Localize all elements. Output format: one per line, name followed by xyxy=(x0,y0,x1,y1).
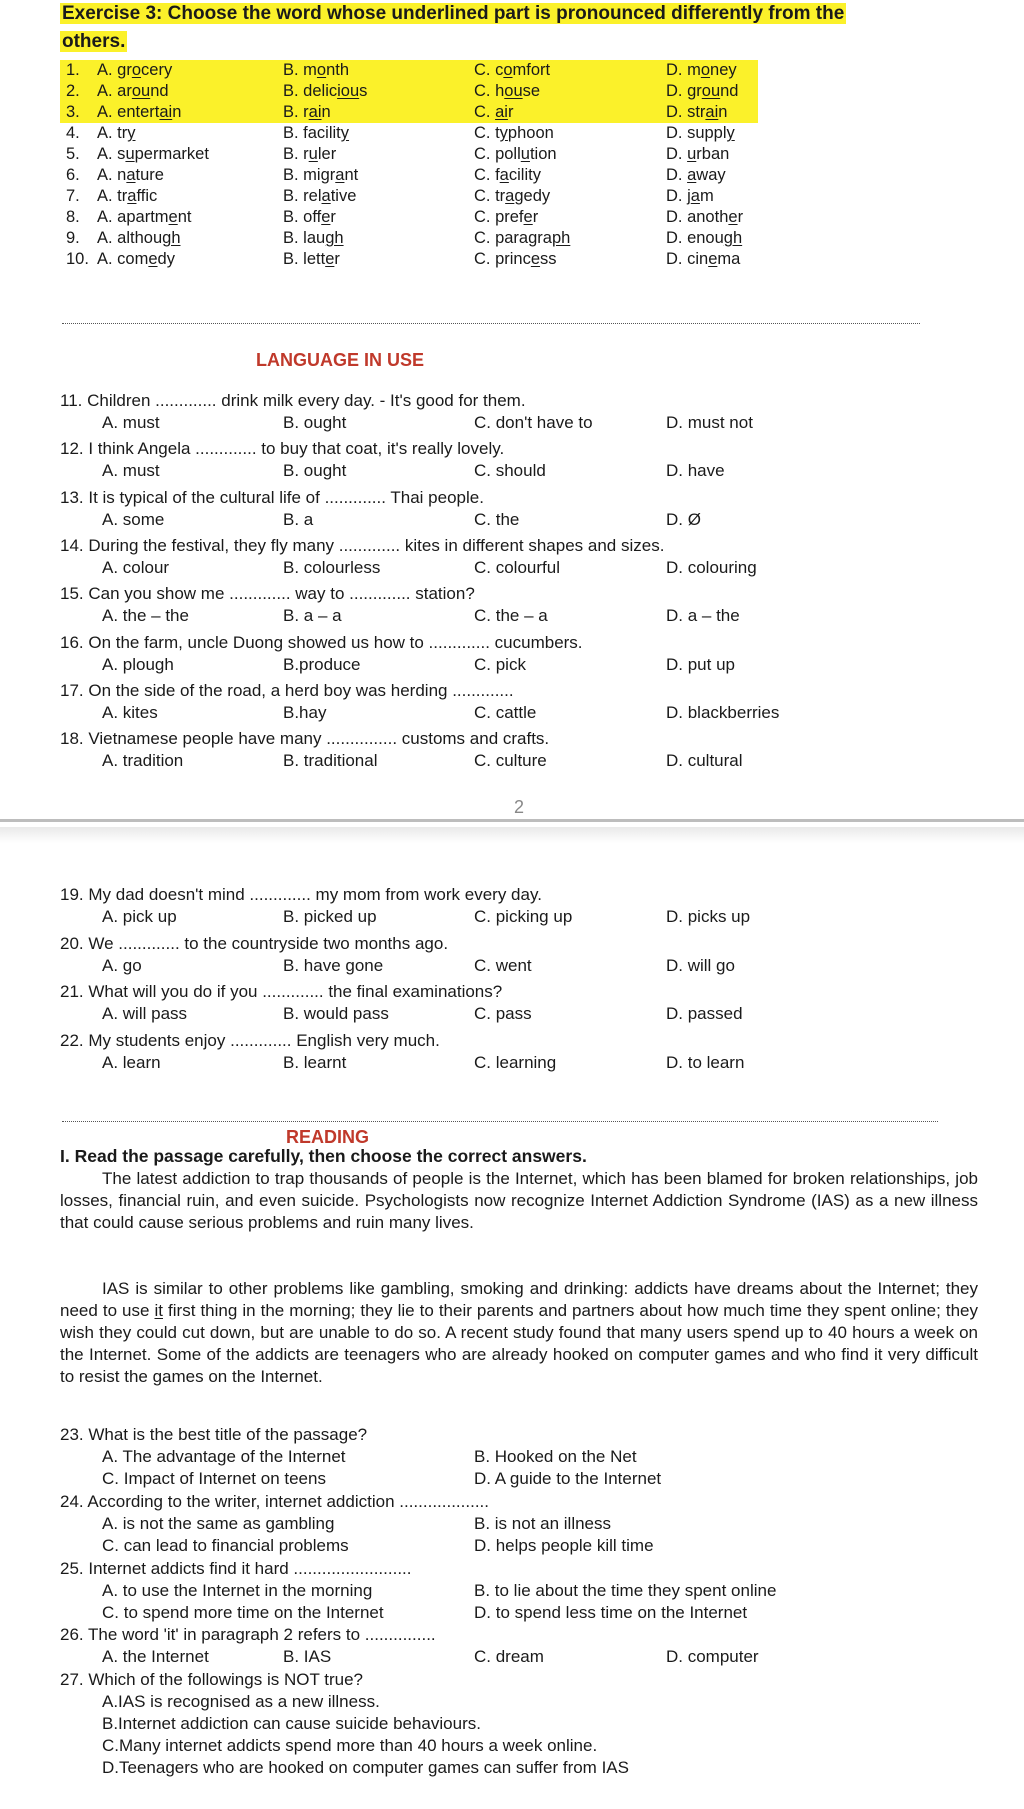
option-d[interactable]: D. helps people kill time xyxy=(474,1536,654,1555)
option-b[interactable]: B.Internet addiction can cause suicide behaviours. xyxy=(102,1714,481,1733)
question-stem: 16. On the farm, uncle Duong showed us how to ............. cucumbers. xyxy=(60,632,583,652)
options-row xyxy=(60,1735,940,1757)
question-mcq1-1 xyxy=(60,438,940,482)
option-b[interactable]: B. rain xyxy=(283,103,331,121)
language-in-use-heading: LANGUAGE IN USE xyxy=(256,350,425,370)
pronunciation-row xyxy=(60,207,760,228)
pronunciation-row xyxy=(60,60,758,81)
question-26 xyxy=(60,1624,940,1668)
divider-dots xyxy=(62,323,920,324)
exercise-title xyxy=(60,0,940,56)
question-stem: 13. It is typical of the cultural life of ............. Thai people. xyxy=(60,487,484,507)
option-a[interactable]: A. kites xyxy=(102,702,158,722)
option-d[interactable]: D. a – the xyxy=(666,606,740,626)
option-a[interactable]: A. entertain xyxy=(97,103,182,121)
pronunciation-row xyxy=(60,165,760,186)
option-b[interactable]: B. facility xyxy=(283,124,350,142)
option-c[interactable]: C. pick xyxy=(474,654,526,674)
option-b[interactable]: B. month xyxy=(283,61,350,79)
option-c[interactable]: C. comfort xyxy=(474,61,551,79)
option-b[interactable]: B. offer xyxy=(283,208,336,226)
option-b[interactable]: B. letter xyxy=(283,250,340,268)
options-row xyxy=(60,605,940,627)
question-stem: 12. I think Angela ............. to buy that coat, it's really lovely. xyxy=(60,439,505,459)
pronunciation-row xyxy=(60,123,760,144)
options-row xyxy=(60,750,940,772)
exercise-title-line1: Exercise 3: Choose the word whose underlined part is pronounced differently from the xyxy=(62,3,845,24)
options-row xyxy=(60,654,940,676)
option-c[interactable]: C. don't have to xyxy=(474,413,593,432)
page-break-line-top xyxy=(0,819,1024,822)
option-d[interactable]: D. cultural xyxy=(666,751,743,771)
option-b[interactable]: B. have gone xyxy=(283,955,384,975)
question-stem: 18. Vietnamese people have many ............... customs and crafts. xyxy=(60,729,550,749)
options-row xyxy=(60,955,940,977)
option-b[interactable]: B. ought xyxy=(283,413,347,432)
option-a[interactable]: A. is not the same as gambling xyxy=(102,1514,335,1533)
option-a[interactable]: A. must xyxy=(102,413,160,432)
question-mcq2-2 xyxy=(60,981,940,1025)
option-d[interactable]: D. have xyxy=(666,461,725,481)
option-d[interactable]: D. jam xyxy=(666,187,714,205)
row-number: 10. xyxy=(66,250,89,268)
reading-instruction: I. Read the passage carefully, then choose the correct answers. xyxy=(60,1146,587,1166)
option-b[interactable]: B. delicious xyxy=(283,82,368,100)
option-d[interactable]: D. another xyxy=(666,208,744,226)
question-stem: 20. We ............. to the countryside two months ago. xyxy=(60,933,449,953)
option-c[interactable]: C. went xyxy=(474,955,532,975)
option-b[interactable]: B. would pass xyxy=(283,1004,389,1023)
option-a[interactable]: A. around xyxy=(97,82,169,100)
option-a[interactable]: A. go xyxy=(102,955,142,975)
question-25 xyxy=(60,1558,940,1624)
option-b[interactable]: B. to lie about the time they spent online xyxy=(474,1581,777,1600)
option-c[interactable]: C. paragraph xyxy=(474,229,571,247)
option-c[interactable]: C. colourful xyxy=(474,557,560,577)
option-b[interactable]: B. migrant xyxy=(283,166,359,184)
option-d[interactable]: D. strain xyxy=(666,103,728,121)
option-a[interactable]: A. must xyxy=(102,461,160,481)
question-stem: 22. My students enjoy ............. English very much. xyxy=(60,1030,440,1050)
option-d[interactable]: D.Teenagers who are hooked on computer games can suffer from IAS xyxy=(102,1758,629,1777)
question-mcq1-4 xyxy=(60,583,940,627)
option-a[interactable]: A. nature xyxy=(97,166,164,184)
option-d[interactable]: D. away xyxy=(666,166,726,184)
option-a[interactable]: A. although xyxy=(97,229,181,247)
question-mcq1-6 xyxy=(60,680,940,724)
option-b[interactable]: B.produce xyxy=(283,654,361,674)
option-a[interactable]: A. tradition xyxy=(102,751,184,771)
pronunciation-table xyxy=(60,60,760,270)
option-a[interactable]: A. try xyxy=(97,124,136,142)
question-stem: 24. According to the writer, internet addiction ................... xyxy=(60,1492,489,1511)
option-b[interactable]: B. Hooked on the Net xyxy=(474,1447,637,1466)
paragraph-2-pre: IAS is similar to other problems like gambling, smoking and drinking: addicts have dreams about the Internet; they need to use xyxy=(60,1279,978,1320)
option-c[interactable]: C. culture xyxy=(474,751,547,771)
question-mcq1-2 xyxy=(60,487,940,531)
options-row xyxy=(60,1446,940,1468)
row-number: 7. xyxy=(66,187,80,205)
question-stem: 26. The word 'it' in paragraph 2 refers to ............... xyxy=(60,1625,436,1644)
option-c[interactable]: C. learning xyxy=(474,1052,557,1072)
option-d[interactable]: D. picks up xyxy=(666,907,751,926)
question-stem: 23. What is the best title of the passage? xyxy=(60,1425,368,1444)
question-23 xyxy=(60,1424,940,1490)
option-b[interactable]: B. learnt xyxy=(283,1052,347,1072)
options-row xyxy=(60,1757,940,1779)
option-c[interactable]: C. picking up xyxy=(474,907,573,926)
question-stem: 25. Internet addicts find it hard ......................... xyxy=(60,1559,412,1578)
option-d[interactable]: D. urban xyxy=(666,145,730,163)
option-b[interactable]: B. traditional xyxy=(283,751,378,771)
option-c[interactable]: C. pass xyxy=(474,1004,532,1023)
reading-heading: READING xyxy=(286,1127,370,1147)
option-a[interactable]: A. some xyxy=(102,509,165,529)
option-d[interactable]: D. to spend less time on the Internet xyxy=(474,1603,748,1622)
question-stem: 11. Children ............. drink milk every day. - It's good for them. xyxy=(60,391,526,410)
options-row xyxy=(60,1535,940,1557)
question-stem: 15. Can you show me ............. way to ............. station? xyxy=(60,584,475,604)
question-stem: 21. What will you do if you ............. the final examinations? xyxy=(60,982,503,1001)
pronunciation-row xyxy=(60,186,760,207)
options-row xyxy=(60,1003,940,1025)
option-d[interactable]: D. money xyxy=(666,61,737,79)
question-mcq1-5 xyxy=(60,632,940,676)
row-number: 5. xyxy=(66,145,80,163)
option-a[interactable]: A. will pass xyxy=(102,1004,188,1023)
page-number: 2 xyxy=(514,797,525,817)
option-a[interactable]: A. grocery xyxy=(97,61,173,79)
question-stem: 27. Which of the followings is NOT true? xyxy=(60,1670,363,1689)
option-c[interactable]: C. cattle xyxy=(474,702,537,722)
option-a[interactable]: A. colour xyxy=(102,557,170,577)
option-b[interactable]: B.hay xyxy=(283,702,327,722)
question-mcq1-7 xyxy=(60,728,940,772)
option-d[interactable]: D. A guide to the Internet xyxy=(474,1469,662,1488)
row-number: 8. xyxy=(66,208,80,226)
question-mcq1-0 xyxy=(60,390,940,434)
option-a[interactable]: A. to use the Internet in the morning xyxy=(102,1581,373,1600)
option-c[interactable]: C. tragedy xyxy=(474,187,551,205)
options-row xyxy=(60,1646,940,1668)
option-c[interactable]: C. the xyxy=(474,509,520,529)
row-number: 9. xyxy=(66,229,80,247)
option-c[interactable]: C. pollution xyxy=(474,145,557,163)
option-c[interactable]: C. princess xyxy=(474,250,557,268)
option-a[interactable]: A. the Internet xyxy=(102,1647,209,1666)
question-mcq2-3 xyxy=(60,1030,940,1074)
option-a[interactable]: A. comedy xyxy=(97,250,175,268)
row-number: 3. xyxy=(66,103,80,121)
options-row xyxy=(60,557,940,579)
options-row xyxy=(60,906,940,928)
option-b[interactable]: B. picked up xyxy=(283,907,377,926)
option-d[interactable]: D. blackberries xyxy=(666,702,780,722)
option-a[interactable]: A. pick up xyxy=(102,907,177,926)
question-stem: 17. On the side of the road, a herd boy was herding ............. xyxy=(60,680,514,700)
option-d[interactable]: D. must not xyxy=(666,413,753,432)
option-d[interactable]: D. will go xyxy=(666,955,735,975)
row-number: 6. xyxy=(66,166,80,184)
option-c[interactable]: C. the – a xyxy=(474,606,548,626)
option-b[interactable]: B. relative xyxy=(283,187,357,205)
option-a[interactable]: A.IAS is recognised as a new illness. xyxy=(102,1692,380,1711)
option-a[interactable]: A. the – the xyxy=(102,606,189,626)
question-mcq2-0 xyxy=(60,884,940,928)
options-row xyxy=(60,1052,940,1074)
option-d[interactable]: D. to learn xyxy=(666,1052,745,1072)
options-row xyxy=(60,412,940,434)
option-c[interactable]: C. air xyxy=(474,103,514,121)
option-b[interactable]: B. is not an illness xyxy=(474,1514,612,1533)
reading-paragraph-1: The latest addiction to trap thousands of people is the Internet, which has been blamed for broken relationships, job losses, financial ruin, and even suicide. Psychologists now recognize Internet Addiction Syndrome (IAS) as a new illness that could cause serious problems and ruin many lives. xyxy=(60,1169,978,1232)
question-27 xyxy=(60,1669,940,1779)
options-row xyxy=(60,1691,940,1713)
option-c[interactable]: C. facility xyxy=(474,166,541,184)
option-c[interactable]: C. Impact of Internet on teens xyxy=(102,1469,326,1488)
option-a[interactable]: A. The advantage of the Internet xyxy=(102,1447,346,1466)
option-b[interactable]: B. ruler xyxy=(283,145,337,163)
pronunciation-row xyxy=(60,102,758,123)
question-stem: 14. During the festival, they fly many ............. kites in different shapes and sizes. xyxy=(60,535,665,555)
option-c[interactable]: C. prefer xyxy=(474,208,539,226)
option-a[interactable]: A. learn xyxy=(102,1052,161,1072)
pronunciation-row xyxy=(60,228,760,249)
options-row xyxy=(60,702,940,724)
option-a[interactable]: A. apartment xyxy=(97,208,192,226)
option-c[interactable]: C.Many internet addicts spend more than 40 hours a week online. xyxy=(102,1736,598,1755)
option-b[interactable]: B. IAS xyxy=(283,1647,332,1666)
option-d[interactable]: D. ground xyxy=(666,82,739,100)
paragraph-2-post: first thing in the morning; they lie to their parents and partners about how much time they spent online; they wish they could cut down, but are unable to do so. A recent study found that many users spend up to 40 hours a week on the Internet. Some of the addicts are teenagers who are already hooked on computer games and who find it very difficult to resist the games on the Internet. xyxy=(60,1301,978,1386)
option-c[interactable]: C. house xyxy=(474,82,541,100)
exercise-title-line2: others. xyxy=(62,31,126,52)
option-c[interactable]: C. dream xyxy=(474,1647,544,1666)
question-mcq2-1 xyxy=(60,933,940,977)
option-d[interactable]: D. enough xyxy=(666,229,743,247)
option-d[interactable]: D. Ø xyxy=(666,509,701,529)
option-b[interactable]: B. a xyxy=(283,509,314,529)
row-number: 4. xyxy=(66,124,80,142)
options-row xyxy=(60,509,940,531)
divider-dots-2 xyxy=(62,1121,938,1122)
pronunciation-row xyxy=(60,81,758,102)
option-d[interactable]: D. passed xyxy=(666,1004,743,1023)
option-b[interactable]: B. ought xyxy=(283,461,347,481)
option-b[interactable]: B. a – a xyxy=(283,606,342,626)
option-c[interactable]: C. should xyxy=(474,461,546,481)
options-row xyxy=(60,1580,940,1602)
option-c[interactable]: C. typhoon xyxy=(474,124,554,142)
paragraph-2-it: it xyxy=(154,1301,163,1320)
option-d[interactable]: D. supply xyxy=(666,124,735,142)
option-d[interactable]: D. colouring xyxy=(666,557,757,577)
options-row xyxy=(60,1468,940,1490)
row-number: 1. xyxy=(66,61,80,79)
option-d[interactable]: D. cinema xyxy=(666,250,741,268)
option-b[interactable]: B. colourless xyxy=(283,557,381,577)
reading-paragraph-2 xyxy=(60,1278,978,1388)
question-24 xyxy=(60,1491,940,1557)
pronunciation-row xyxy=(60,144,760,165)
option-a[interactable]: A. traffic xyxy=(97,187,158,205)
option-b[interactable]: B. laugh xyxy=(283,229,344,247)
question-stem: 19. My dad doesn't mind ............. my mom from work every day. xyxy=(60,885,542,904)
page-break-shadow xyxy=(0,827,1024,843)
option-d[interactable]: D. put up xyxy=(666,654,735,674)
option-a[interactable]: A. supermarket xyxy=(97,145,209,163)
option-c[interactable]: C. can lead to financial problems xyxy=(102,1536,349,1555)
row-number: 2. xyxy=(66,82,80,100)
option-a[interactable]: A. plough xyxy=(102,654,174,674)
options-row xyxy=(60,1713,940,1735)
pronunciation-row xyxy=(60,249,760,270)
options-row xyxy=(60,1513,940,1535)
option-c[interactable]: C. to spend more time on the Internet xyxy=(102,1603,384,1622)
options-row xyxy=(60,460,940,482)
options-row xyxy=(60,1602,940,1624)
question-mcq1-3 xyxy=(60,535,940,579)
option-d[interactable]: D. computer xyxy=(666,1647,759,1666)
